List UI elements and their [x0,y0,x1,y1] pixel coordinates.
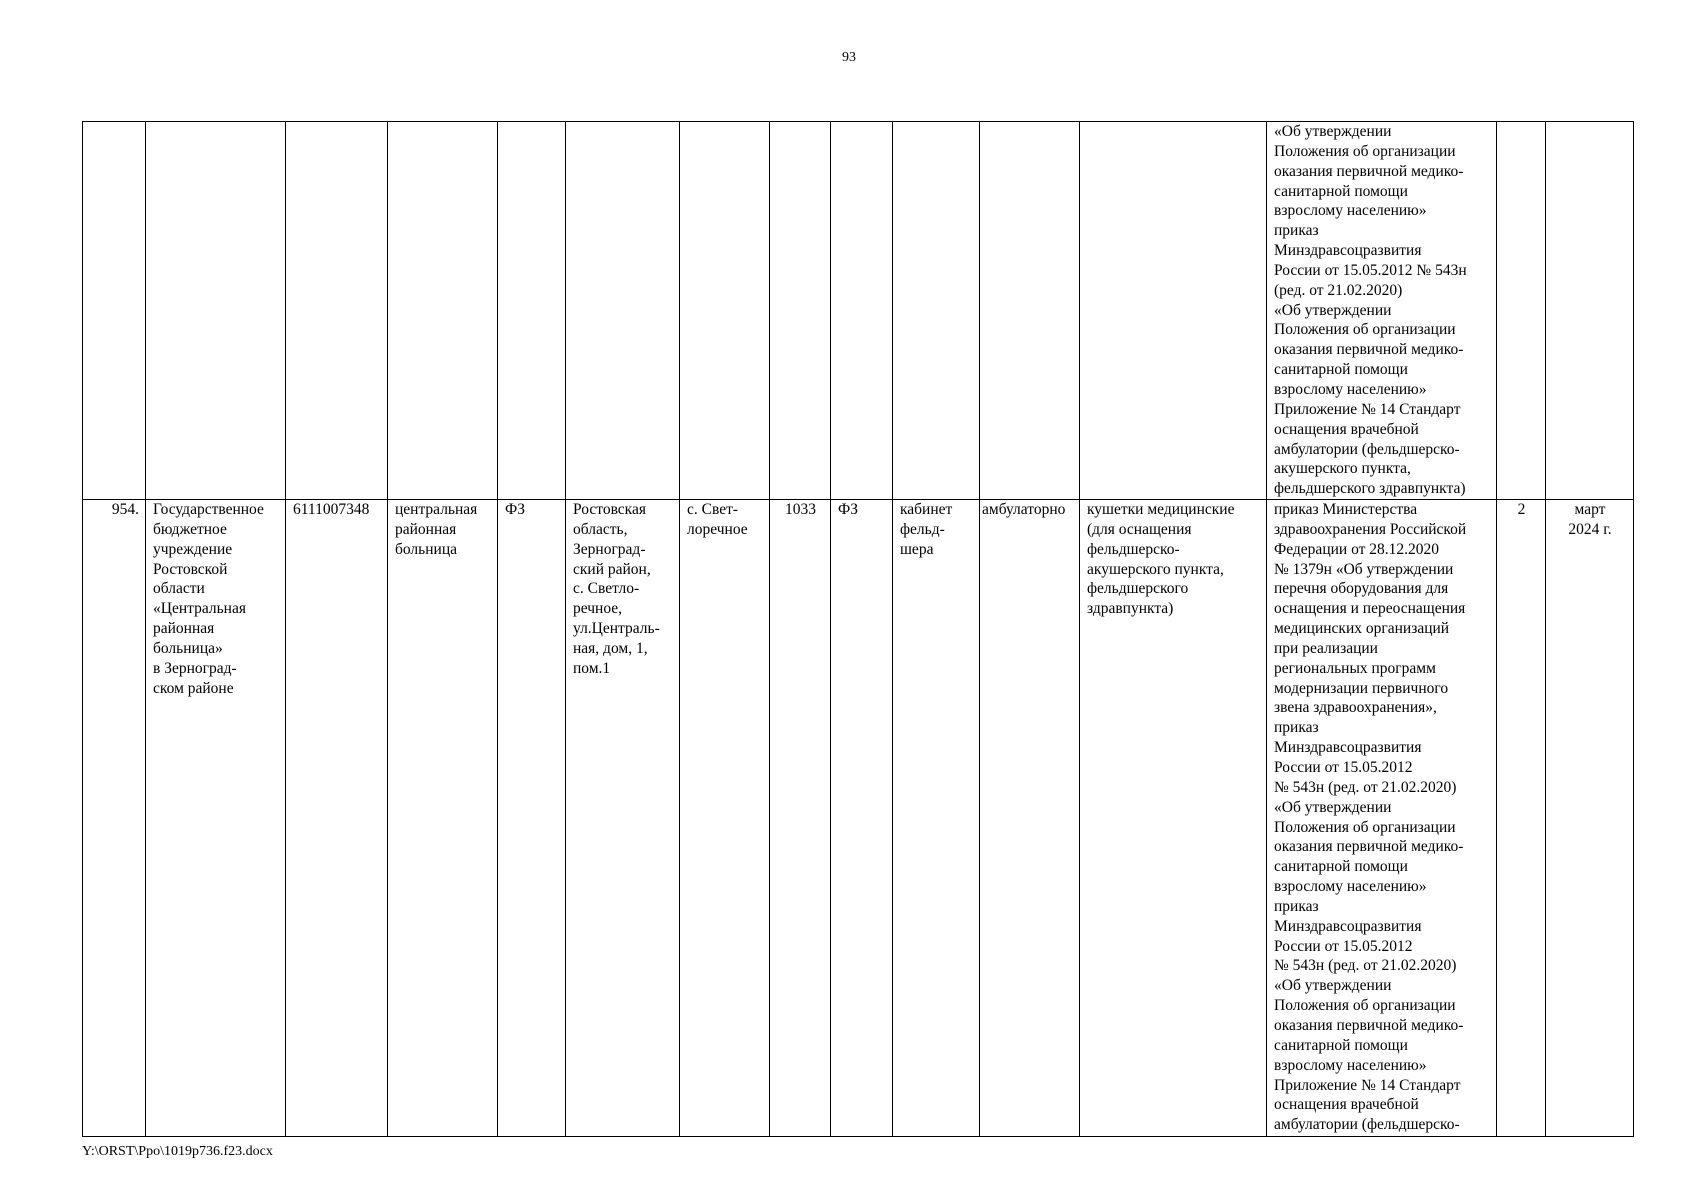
cell-unit-type: ФЗ [498,500,566,1137]
cell-care-form [980,122,1080,500]
cell-care-form: амбулаторно [980,500,1080,1137]
cell-legal-basis: приказ Министерства здравоохранения Российской Федерации от 28.12.2020 № 1379н «Об утверждении перечня оборудования для оснащения и переоснащения медицинских организаций при реализации региональных программ модернизации первичного звена здравоохранения», приказ Минздравсоцразвития России от 15.05.2012 № 543н (ред. от 21.02.2020) «Об утверждении Положения об организации оказания первичной медико- санитарной помощи взрослому населению» приказ Минздравсоцразвития России от 15.05.2012 № 543н (ред. от 21.02.2020) «Об утверждении Положения об организации оказания первичной медико- санитарной помощи взрослому населению» Приложение № 14 Стандарт оснащения врачебной амбулатории (фельдшерско- [1267,500,1497,1137]
cell-deadline: март 2024 г. [1546,500,1634,1137]
page-number: 93 [842,50,856,65]
cell-deadline [1546,122,1634,500]
cell-number: 954. [83,500,146,1137]
cell-organization: Государственное бюджетное учреждение Ростовской области «Центральная районная больница» в Зерноград- ском районе [146,500,286,1137]
cell-settlement [680,122,770,500]
cell-equipment: кушетки медицинские (для оснащения фельдшерско- акушерского пункта, фельдшерского здравпункта) [1080,500,1267,1137]
cell-org-type [388,122,498,500]
cell-number [83,122,146,500]
cell-inn: 6111007348 [286,500,388,1137]
cell-room: кабинет фельд- шера [893,500,980,1137]
table-row-954 [83,500,1634,1137]
file-path-footer: Y:\ORST\Ppo\1019p736.f23.docx [82,1144,273,1159]
cell-org-type: центральная районная больница [388,500,498,1137]
cell-address: Ростовская область, Зерноград- ский район, с. Светло- речное, ул.Централь- ная, дом, 1, пом.1 [566,500,680,1137]
cell-population: 1033 [770,500,831,1137]
cell-organization [146,122,286,500]
cell-population [770,122,831,500]
cell-unit-type-2: ФЗ [831,500,893,1137]
table-row-continuation [83,122,1634,500]
cell-equipment [1080,122,1267,500]
cell-unit-type-2 [831,122,893,500]
cell-unit-type [498,122,566,500]
cell-settlement: с. Свет- лоречное [680,500,770,1137]
equipment-table [82,121,1634,1137]
cell-inn [286,122,388,500]
cell-quantity: 2 [1497,500,1546,1137]
cell-room [893,122,980,500]
cell-legal-basis: «Об утверждении Положения об организации оказания первичной медико- санитарной помощи взрослому населению» приказ Минздравсоцразвития России от 15.05.2012 № 543н (ред. от 21.02.2020) «Об утверждении Положения об организации оказания первичной медико- санитарной помощи взрослому населению» Приложение № 14 Стандарт оснащения врачебной амбулатории (фельдшерско- акушерского пункта, фельдшерского здравпункта) [1267,122,1497,500]
cell-quantity [1497,122,1546,500]
cell-address [566,122,680,500]
